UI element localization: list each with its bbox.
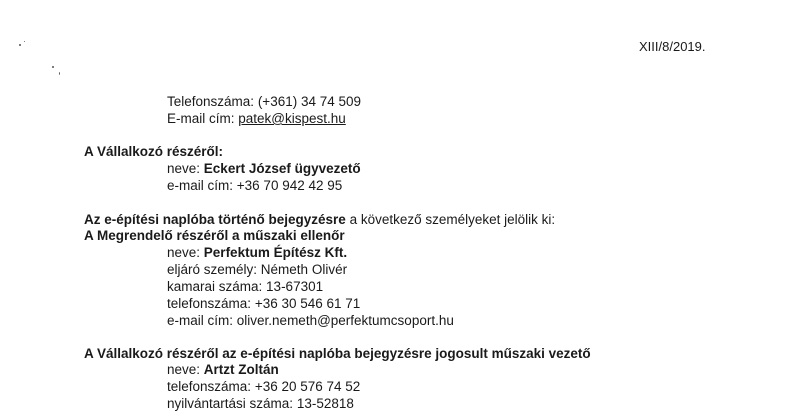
e-log-intro-bold: Az e-építési naplóba történő bejegyzésre <box>84 212 346 227</box>
contractor-email-line <box>167 177 342 194</box>
client-email-value: oliver.nemeth@perfektumcsoport.hu <box>236 313 454 328</box>
email-label: E-mail cím: <box>167 111 235 126</box>
contact-email-line <box>167 110 346 127</box>
phone-label: telefonszáma: <box>167 296 252 311</box>
chamber-line <box>167 278 323 295</box>
technical-manager-heading: A Vállalkozó részéről az e-építési naplóba bejegyzésre jogosult műszaki vezető <box>84 346 591 361</box>
client-email-line <box>167 312 454 329</box>
contractor-name-line <box>167 160 361 177</box>
client-phone-line <box>167 295 360 312</box>
contractor-name: Eckert József ügyvezető <box>203 161 361 176</box>
manager-name: Artzt Zoltán <box>203 362 279 377</box>
contractor-heading: A Vállalkozó részéről: <box>84 144 224 159</box>
person-line <box>167 261 347 278</box>
phone-value: +36 20 576 74 52 <box>254 379 361 394</box>
scan-speck <box>59 72 60 75</box>
email-label: e-mail cím: <box>167 178 234 193</box>
name-label: neve: <box>167 245 201 260</box>
client-subheading: A Megrendelő részéről a műszaki ellenőr <box>84 228 345 243</box>
phone-value: (+361) 34 74 509 <box>257 94 362 109</box>
manager-name-line <box>167 361 279 378</box>
phone-label: telefonszáma: <box>167 379 252 394</box>
scan-speck <box>24 41 25 42</box>
scan-speck <box>19 44 21 46</box>
person-label: eljáró személy: <box>167 262 258 277</box>
scan-speck <box>52 66 54 68</box>
registry-value: 13-52818 <box>296 396 354 411</box>
chamber-label: kamarai száma: <box>167 279 263 294</box>
name-label: neve: <box>167 161 201 176</box>
chamber-value: 13-67301 <box>266 279 324 294</box>
email-label: e-mail cím: <box>167 313 234 328</box>
client-name: Perfektum Építész Kft. <box>203 245 348 260</box>
email-link[interactable]: patek@kispest.hu <box>238 111 346 126</box>
e-log-intro-rest: a következő személyeket jelölik ki: <box>345 212 556 227</box>
registry-label: nyilvántartási száma: <box>167 396 294 411</box>
name-label: neve: <box>167 362 201 377</box>
e-log-intro <box>84 211 555 228</box>
phone-label: Telefonszáma: <box>167 94 255 109</box>
contact-phone-line <box>167 93 361 110</box>
contractor-email-value: +36 70 942 42 95 <box>236 178 343 193</box>
phone-value: +36 30 546 61 71 <box>254 296 361 311</box>
person-value: Németh Olivér <box>260 262 348 277</box>
manager-phone-line <box>167 378 360 395</box>
manager-registry-line <box>167 395 354 412</box>
document-reference: XIII/8/2019. <box>639 39 706 54</box>
client-name-line <box>167 244 347 261</box>
